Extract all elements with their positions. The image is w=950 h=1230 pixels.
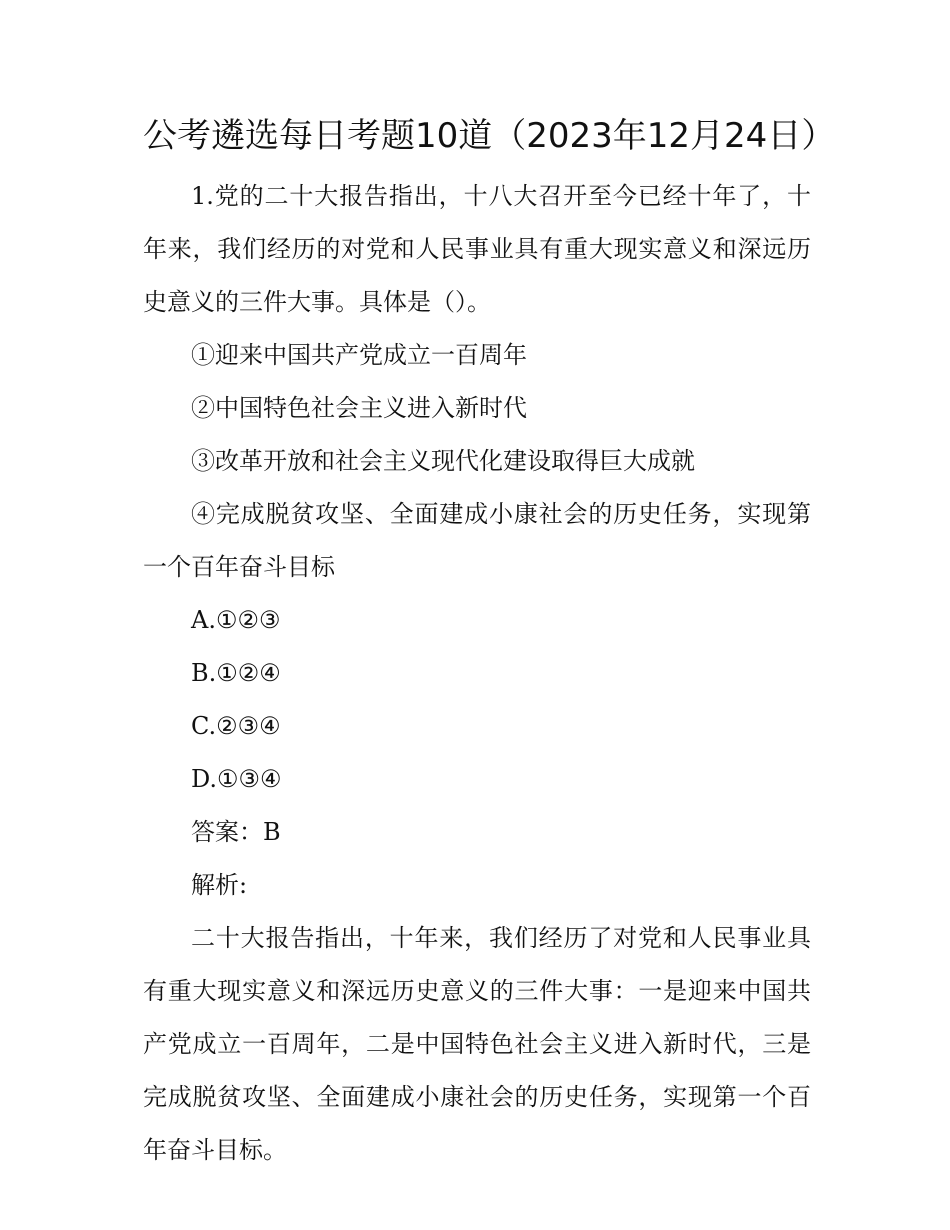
option-c: C.②③④ bbox=[191, 712, 281, 740]
analysis-text: 二十大报告指出，十年来，我们经历了对党和人民事业具有重大现实意义和深远历史意义的三件大事：一是迎来中国共产党成立一百周年，二是中国特色社会主义进入新时代，三是完成脱贫攻坚、全面建成小康社会的历史任务，实现第一个百年奋斗目标。 bbox=[143, 924, 811, 1164]
statement-4: ④完成脱贫攻坚、全面建成小康社会的历史任务，实现第一个百年奋斗目标 bbox=[143, 500, 811, 581]
option-b: B.①②④ bbox=[191, 659, 281, 687]
question-stem: 1.党的二十大报告指出，十八大召开至今已经十年了，十年来，我们经历的对党和人民事业具有重大现实意义和深远历史意义的三件大事。具体是（）。 bbox=[143, 182, 811, 316]
document-title: 公考遴选每日考题10道（2023年12月24日） bbox=[143, 116, 836, 156]
option-d: D.①③④ bbox=[191, 765, 282, 793]
answer-line: 答案：B bbox=[191, 818, 281, 846]
document-body bbox=[143, 170, 811, 1177]
analysis-label: 解析: bbox=[191, 871, 248, 899]
option-a: A.①②③ bbox=[191, 606, 281, 634]
statement-3: ③改革开放和社会主义现代化建设取得巨大成就 bbox=[191, 447, 695, 475]
statement-2: ②中国特色社会主义进入新时代 bbox=[191, 394, 527, 422]
statement-1: ①迎来中国共产党成立一百周年 bbox=[191, 341, 527, 369]
